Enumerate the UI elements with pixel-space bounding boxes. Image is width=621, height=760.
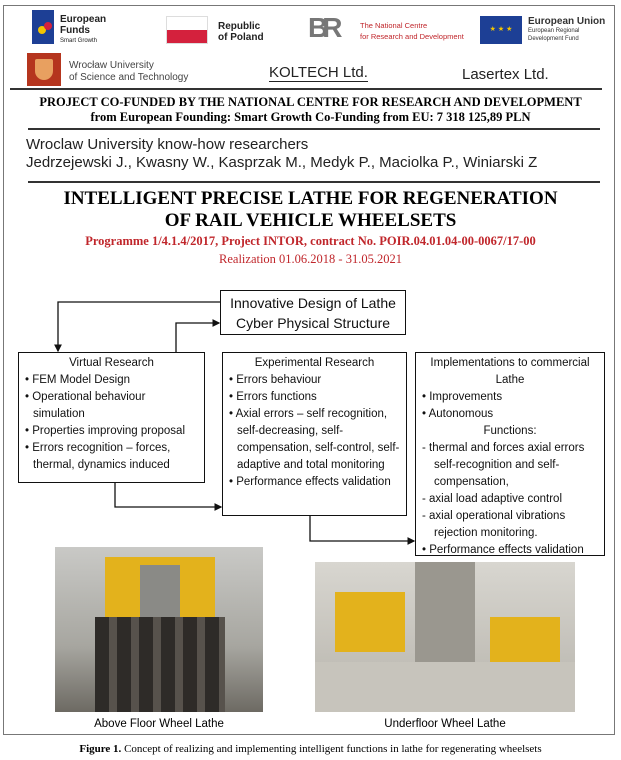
functions-title: Functions: <box>483 425 537 437</box>
figure-caption-text: Concept of realizing and implementing intelligent functions in lathe for regenerating wheelsets <box>121 743 542 755</box>
ncbr-logo-icon: BR <box>308 12 337 43</box>
title-line1: INTELLIGENT PRECISE LATHE FOR REGENERATION <box>63 188 558 209</box>
eu-line1: European Union <box>528 16 606 27</box>
innovative-line1: Innovative Design of Lathe <box>230 295 396 311</box>
eu-funds-line1: European <box>60 14 107 25</box>
experimental-title: Experimental Research <box>254 357 375 369</box>
ncbr-line2: for Research and Development <box>360 32 464 41</box>
eu-flag-icon: ★ ★ ★ <box>480 16 522 44</box>
virtual-title: Virtual Research <box>69 357 154 369</box>
arrow-virtual-to-top <box>176 323 219 352</box>
koltech-logo: KOLTECH Ltd. <box>269 64 368 81</box>
virtual-item: • Errors recognition – forces, thermal, dynamics induced <box>23 440 200 474</box>
function-item: - axial operational vibrations rejection monitoring. <box>420 508 600 542</box>
title-line2: OF RAIL VEHICLE WHEELSETS <box>164 210 457 231</box>
realization-text: Realization 01.06.2018 - 31.05.2021 <box>219 252 402 266</box>
virtual-research-box <box>18 352 205 483</box>
experimental-research-box <box>222 352 407 516</box>
lasertex-logo: Lasertex Ltd. <box>462 66 549 83</box>
underfloor-lathe-photo <box>315 562 575 712</box>
arrow-experimental-to-implementation <box>310 515 414 541</box>
above-floor-lathe-photo <box>55 547 263 712</box>
implementation-item: • Improvements <box>420 389 600 406</box>
experimental-item: • Errors functions <box>227 389 402 406</box>
above-floor-caption: Above Floor Wheel Lathe <box>94 718 224 730</box>
function-item: - thermal and forces axial errors self-recognition and self-compensation, <box>420 440 600 491</box>
underfloor-caption: Underfloor Wheel Lathe <box>384 718 506 730</box>
experimental-item: • Performance effects validation <box>227 474 402 491</box>
virtual-item: • Operational behaviour simulation <box>23 389 200 423</box>
poland-line1: Republic <box>218 21 261 32</box>
experimental-item: • Axial errors – self recognition, self-decreasing, self-compensation, self-control, self-adaptive and total monitoring <box>227 406 402 474</box>
implementation-item: • Autonomous <box>420 406 600 423</box>
eu-funds-line2: Funds <box>60 25 90 36</box>
function-item: - axial load adaptive control <box>420 491 600 508</box>
implementation-last-item: • Performance effects validation <box>420 542 600 559</box>
figure-caption <box>0 743 621 755</box>
arrow-top-to-virtual <box>58 302 220 351</box>
funding-line1: PROJECT CO-FUNDED BY THE NATIONAL CENTRE FOR RESEARCH AND DEVELOPMENT <box>39 95 582 109</box>
pwr-line2: of Science and Technology <box>69 72 189 83</box>
experimental-item: • Errors behaviour <box>227 372 402 389</box>
innovative-design-box <box>220 290 406 335</box>
pwr-line1: Wrocław University <box>69 60 154 71</box>
researchers-heading: Wroclaw University know-how researchers <box>26 136 309 153</box>
funding-line2: from European Founding: Smart Growth Co-Funding from EU: 7 318 125,89 PLN <box>90 110 531 124</box>
programme-text: Programme 1/4.1.4/2017, Project INTOR, contract No. POIR.04.01.04-00-0067/17-00 <box>85 234 536 248</box>
implementation-title: Implementations to commercial Lathe <box>430 357 590 386</box>
ncbr-line1: The National Centre <box>360 21 428 30</box>
eu-line3: Development Fund <box>528 36 579 42</box>
virtual-item: • FEM Model Design <box>23 372 200 389</box>
researchers-names: Jedrzejewski J., Kwasny W., Kasprzak M., Medyk P., Maciolka P., Winiarski Z <box>26 154 538 171</box>
poland-line2: of Poland <box>218 32 264 43</box>
implementation-box <box>415 352 605 556</box>
figure-label: Figure 1. <box>79 743 122 755</box>
innovative-line2: Cyber Physical Structure <box>235 315 391 331</box>
virtual-item: • Properties improving proposal <box>23 423 200 440</box>
eu-funds-line3: Smart Growth <box>60 38 98 44</box>
eu-line2: European Regional <box>528 28 580 34</box>
arrow-virtual-to-experimental <box>115 482 221 507</box>
